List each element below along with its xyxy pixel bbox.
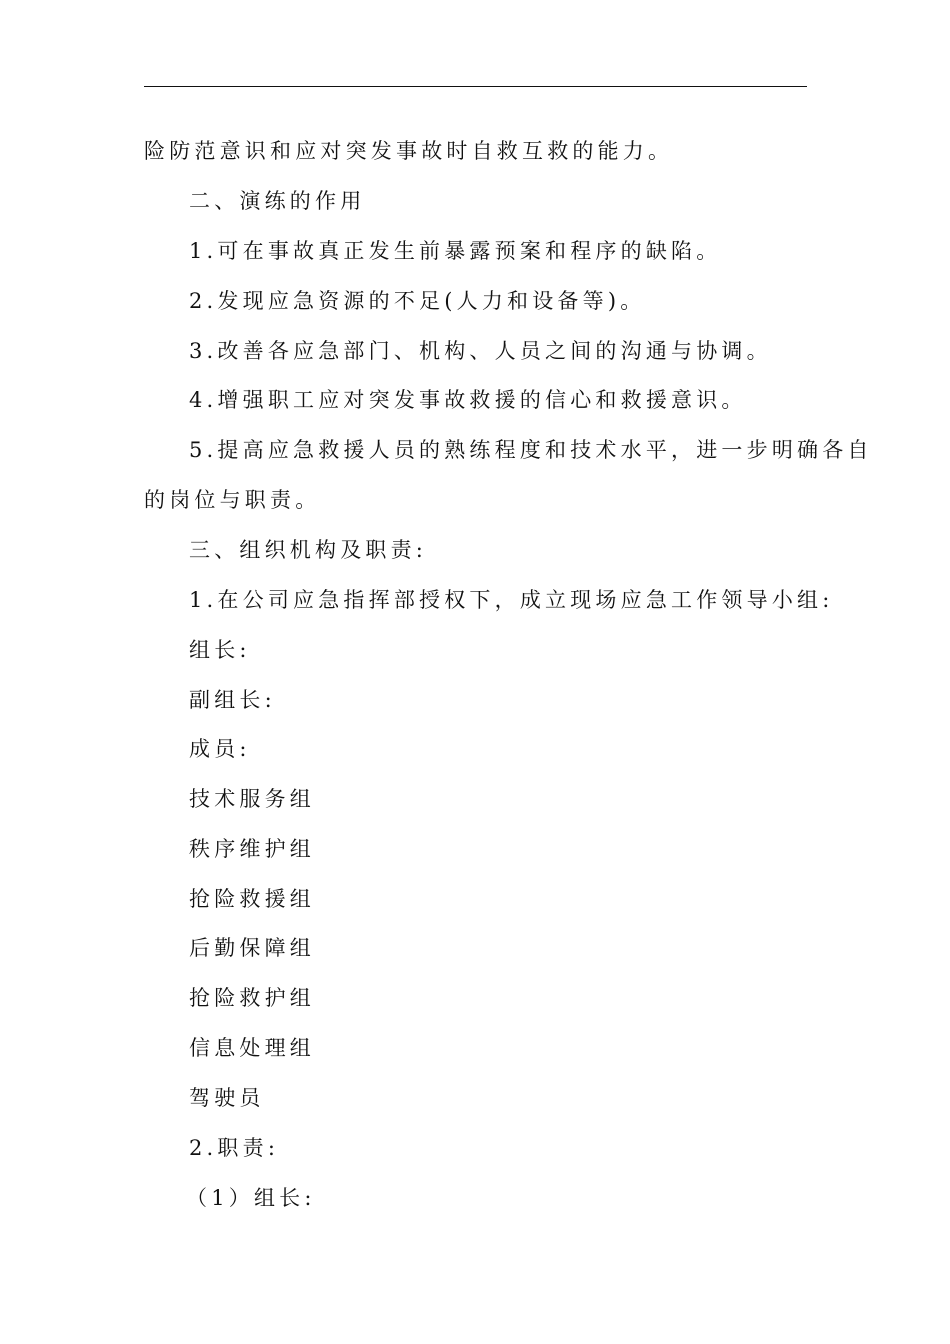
group-label: 技术服务组 xyxy=(189,787,315,811)
list-item-duties: 2.职责: xyxy=(189,1136,280,1160)
list-item: 5.提高应急救援人员的熟练程度和技术水平，进一步明确各自 xyxy=(189,438,873,462)
paragraph-continuation: 险防范意识和应对突发事故时自救互救的能力。 xyxy=(144,139,674,163)
sub-item-leader-duties: （1）组长: xyxy=(186,1186,316,1210)
group-label: 秩序维护组 xyxy=(189,837,315,861)
list-item: 4.增强职工应对突发事故救援的信心和救援意识。 xyxy=(189,388,747,412)
list-item: 1.可在事故真正发生前暴露预案和程序的缺陷。 xyxy=(189,239,722,263)
group-label: 信息处理组 xyxy=(189,1036,315,1060)
section-heading-drill-purpose: 二、演练的作用 xyxy=(189,189,366,213)
role-label-leader: 组长: xyxy=(189,638,251,662)
group-label: 驾驶员 xyxy=(189,1086,265,1110)
role-label-deputy-leader: 副组长: xyxy=(189,688,276,712)
list-item: 2.发现应急资源的不足(人力和设备等)。 xyxy=(189,289,646,313)
header-rule xyxy=(144,86,807,87)
list-item: 1.在公司应急指挥部授权下，成立现场应急工作领导小组: xyxy=(189,588,834,612)
group-label: 后勤保障组 xyxy=(189,936,315,960)
list-item: 3.改善各应急部门、机构、人员之间的沟通与协调。 xyxy=(189,339,772,363)
section-heading-organization: 三、组织机构及职责: xyxy=(189,538,428,562)
role-label-members: 成员: xyxy=(189,737,251,761)
group-label: 抢险救护组 xyxy=(189,986,315,1010)
group-label: 抢险救援组 xyxy=(189,887,315,911)
list-item-continuation: 的岗位与职责。 xyxy=(144,488,321,512)
